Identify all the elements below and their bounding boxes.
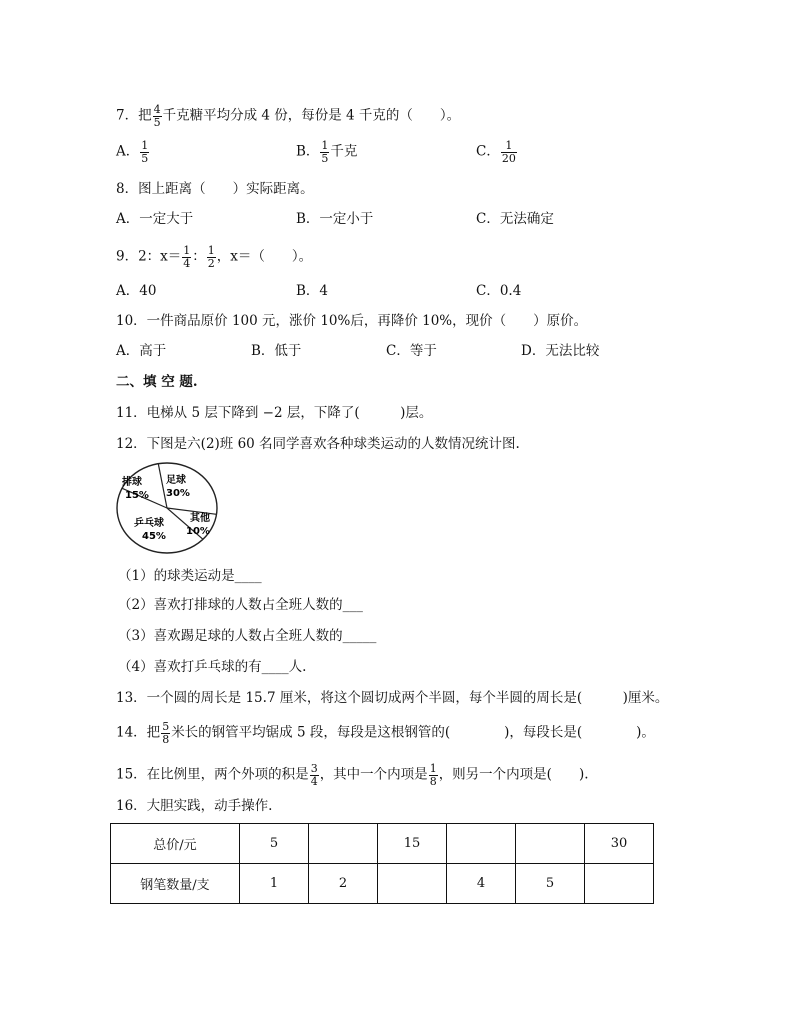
- sub-text: （3）喜欢踢足球的人数占全班人数的: [118, 628, 343, 644]
- frac-denominator: 5: [321, 151, 329, 165]
- table-cell: 1: [240, 864, 309, 904]
- pie-label-other-name: 其他: [190, 513, 210, 524]
- q12-sub-2: [118, 599, 363, 613]
- question-8-stem: 8．图上距离（ ）实际距离。: [116, 181, 314, 197]
- question-7-stem: [116, 104, 460, 128]
- pie-label-football-name: 足球: [166, 475, 186, 486]
- option-fraction: [320, 140, 329, 164]
- sub-post: 人.: [288, 659, 307, 675]
- table-cell: 15: [378, 824, 447, 864]
- question-13: 13．一个圆的周长是 15.7 厘米，将这个圆切成两个半圆，每个半圆的周长是( )厘米。: [116, 690, 669, 706]
- sub-text: （4）喜欢打乒乓球的有: [118, 659, 262, 675]
- q15-post: ，则另一个内项是( ).: [438, 766, 589, 783]
- sub-text: （2）喜欢打排球的人数占全班人数的: [118, 597, 343, 613]
- table-cell[interactable]: [447, 824, 516, 864]
- option-fraction: [140, 140, 149, 164]
- q7-option-c: [476, 140, 518, 164]
- frac-denominator: 20: [501, 151, 516, 165]
- q10-option-b: B．低于: [251, 343, 302, 359]
- frac-numerator: 4: [153, 103, 161, 116]
- q7-pre: 把: [138, 107, 152, 124]
- q12-sub-3: [118, 630, 376, 644]
- q9-option-a: A．40: [116, 283, 157, 299]
- table-cell[interactable]: [309, 824, 378, 864]
- table-cell: 2: [309, 864, 378, 904]
- q14-pre: 14．把: [116, 724, 161, 741]
- frac-denominator: 4: [183, 256, 191, 270]
- table-cell[interactable]: [516, 824, 585, 864]
- frac-denominator: 8: [429, 774, 437, 788]
- frac-numerator: 3: [310, 762, 318, 775]
- q10-option-d: D．无法比较: [521, 343, 600, 359]
- frac-denominator: 5: [153, 115, 161, 129]
- pie-label-football-pct: 30%: [166, 488, 190, 499]
- table-row: [111, 824, 654, 864]
- q12-sub-1: [118, 570, 262, 584]
- q15-fraction-2: [429, 763, 438, 787]
- row-header-price: 总价/元: [111, 824, 240, 864]
- q14-fraction: [161, 721, 170, 745]
- frac-numerator: 1: [321, 139, 329, 152]
- q15-mid: ，其中一个内项是: [319, 766, 428, 783]
- question-16: 16．大胆实践，动手操作.: [116, 798, 273, 814]
- q10-option-a: A．高于: [116, 343, 167, 359]
- q9-colon: ：: [192, 248, 206, 265]
- frac-denominator: 2: [207, 256, 215, 270]
- q9-fraction-2: [207, 245, 216, 269]
- table-cell[interactable]: [378, 864, 447, 904]
- pie-label-pingpong-pct: 45%: [142, 531, 166, 542]
- answer-blank[interactable]: ____: [261, 659, 289, 675]
- frac-numerator: 1: [501, 140, 517, 153]
- q8-option-a: A．一定大于: [116, 211, 194, 227]
- pie-label-volleyball-name: 排球: [122, 477, 142, 488]
- frac-numerator: 1: [183, 244, 191, 257]
- q7-post: 千克糖平均分成 4 份，每份是 4 千克的（ ）。: [162, 107, 461, 124]
- table-row: [111, 864, 654, 904]
- question-12-stem: 12．下图是六(2)班 60 名同学喜欢各种球类运动的人数情况统计图.: [116, 436, 520, 452]
- sub-text: （1）的球类运动是: [118, 568, 235, 584]
- pie-label-volleyball-pct: 15%: [125, 490, 149, 501]
- q10-option-c: C．等于: [386, 343, 437, 359]
- q15-fraction-1: [310, 763, 319, 787]
- question-15: [116, 763, 589, 787]
- table-cell: 5: [516, 864, 585, 904]
- q7-number: 7．: [116, 107, 139, 124]
- answer-blank[interactable]: ___: [342, 597, 363, 613]
- frac-denominator: 8: [162, 732, 170, 746]
- question-14: [116, 721, 655, 745]
- option-label: C．: [476, 143, 500, 160]
- section-heading: 二、填 空 题.: [116, 374, 198, 390]
- q9-option-b: B．4: [296, 283, 329, 299]
- q7-option-a: [116, 140, 150, 164]
- answer-blank[interactable]: _____: [342, 628, 377, 644]
- row-header-quantity: 钢笔数量/支: [111, 864, 240, 904]
- question-11: 11．电梯从 5 层下降到 −2 层，下降了( )层。: [116, 405, 433, 421]
- table-cell: 30: [585, 824, 654, 864]
- pie-label-pingpong-name: 乒乓球: [134, 518, 164, 529]
- answer-blank[interactable]: ____: [234, 568, 262, 584]
- q9-fraction-1: [182, 245, 191, 269]
- q8-option-b: B．一定小于: [296, 211, 374, 227]
- q12-sub-4: [118, 661, 306, 675]
- q8-option-c: C．无法确定: [476, 211, 554, 227]
- frac-numerator: 1: [141, 139, 149, 152]
- option-fraction: [501, 140, 517, 164]
- q9-post: ，x＝（ ）。: [216, 248, 313, 265]
- pie-chart: [114, 461, 220, 555]
- frac-denominator: 5: [141, 151, 149, 165]
- price-quantity-table: [110, 823, 654, 904]
- q9-option-c: C．0.4: [476, 283, 522, 299]
- q7-option-b: [296, 140, 357, 164]
- option-suffix: 千克: [330, 143, 358, 160]
- q15-pre: 15．在比例里，两个外项的积是: [116, 766, 309, 783]
- frac-numerator: 5: [162, 720, 170, 733]
- table-cell[interactable]: [585, 864, 654, 904]
- table-cell: 5: [240, 824, 309, 864]
- option-label: A．: [116, 143, 140, 160]
- question-9-stem: [116, 245, 312, 269]
- option-label: B．: [296, 143, 320, 160]
- q14-post: 米长的钢管平均锯成 5 段，每段是这根钢管的( )，每段长是( )。: [171, 724, 655, 741]
- q7-fraction: [153, 104, 162, 128]
- pie-label-other-pct: 10%: [186, 526, 210, 537]
- frac-denominator: 4: [310, 774, 318, 788]
- q9-pre: 9．2：x＝: [116, 248, 182, 265]
- table-cell: 4: [447, 864, 516, 904]
- frac-numerator: 1: [207, 244, 215, 257]
- question-10-stem: 10．一件商品原价 100 元，涨价 10%后，再降价 10%，现价（ ）原价。: [116, 313, 588, 329]
- frac-numerator: 1: [429, 762, 437, 775]
